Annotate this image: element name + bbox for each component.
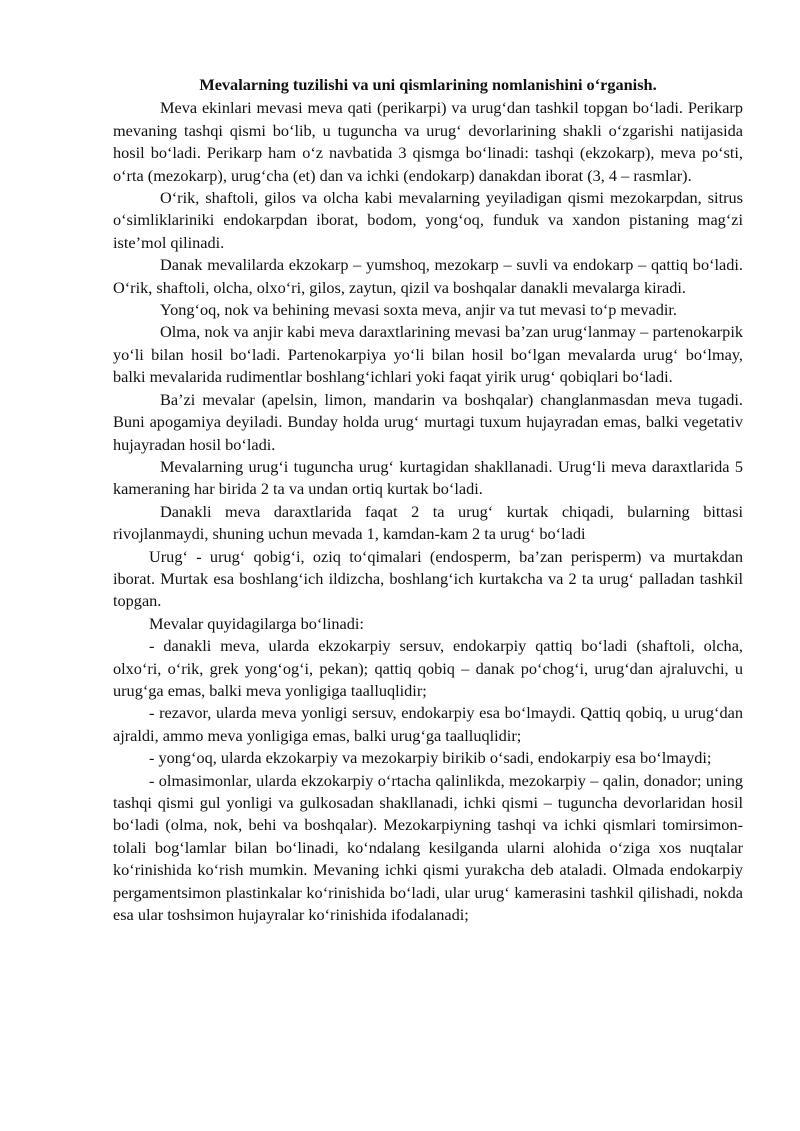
paragraph-stone-fruits: Danak mevalilarda ekzokarp – yumshoq, mezokarp – suvli va endokarp – qattiq boʻladi. Oʻrik, shaftoli, olcha, olxoʻri, gilos, zaytun, qizil va boshqalar danakli mevalarga kiradi. [113,255,743,297]
list-item-pome: - olmasimonlar, ularda ekzokarpiy oʻrtacha qalinlikda, mezokarpiy – qalin, donador; uning tashqi qismi gul yonligi va gulkosadan shakllanadi, ichki qismi – tuguncha devorlaridan hosil boʻladi (olma, nok, behi va boshqalar). Mezokarpiyning tashqi va ichki qismlari tomirsimon-tolali bogʻlamlar bilan boʻlinadi, koʻndalang kesilganda ularni alohida oʻziga xos nuqtalar koʻrinishida koʻrish mumkin. Mevaning ichki qismi yurakcha deb ataladi. Olmada endokarpiy pergamentsimon plastinkalar koʻrinishida boʻladi, ular urugʻ kamerasini tashkil qilishadi, nokda esa ular toshsimon hujayralar koʻrinishida ifodalanadi; [113,770,743,925]
paragraph-seed-formation: Mevalarning urugʻi tuguncha urugʻ kurtagidan shakllanadi. Urugʻli meva daraxtlarida 5 kameraning har birida 2 ta va undan ortiq kurtak boʻladi. [113,456,743,499]
paragraph-seed-structure: Urugʻ - urugʻ qobigʻi, oziq toʻqimalari (endosperm, baʼzan perisperm) va murtakdan iborat. Murtak esa boshlangʻich ildizcha, boshlangʻich kurtakcha va 2 ta urugʻ palladan tashkil topgan. [113,546,743,611]
list-item-drupe: - danakli meva, ularda ekzokarpiy sersuv, endokarpiy qattiq boʻladi (shaftoli, olcha, olxoʻri, oʻrik, grek yongʻogʻi, pekan); qattiq qobiq – danak poʻchogʻi, urugʻdan ajraluvchi, u urugʻga emas, balki meva yonligiga taalluqlidir; [113,636,743,700]
paragraph-false-fruit: Yongʻoq, nok va behining mevasi soxta meva, anjir va tut mevasi toʻp mevadir. [160,300,677,320]
paragraph-fruit-classification-intro: Mevalar quyidagilarga boʻlinadi: [149,613,364,633]
document-title: Mevalarning tuzilishi va uni qismlarining nomlanishini oʻrganish. [199,75,657,94]
list-item-berry: - rezavor, ularda meva yonligi sersuv, endokarpiy esa boʻlmaydi. Qattiq qobiq, u urugʻdan ajraldi, ammo meva yonligiga emas, balki urugʻga taalluqlidir; [113,703,743,745]
paragraph-pericarp: Meva ekinlari mevasi meva qati (perikarpi) va urugʻdan tashkil topgan boʻladi. Perikarp mevaning tashqi qismi boʻlib, u tuguncha va urugʻ devorlarining shakli oʻzgarishi natijasida hosil boʻladi. Perikarp ham oʻz navbatida 3 qismga boʻlinadi: tashqi (ekzokarp), meva poʻsti, oʻrta (mezokarp), urugʻcha (et) dan va ichki (endokarp) danakdan iborat (3, 4 – rasmlar). [113,98,743,185]
paragraph-stone-fruit-seeds: Danakli meva daraxtlarida faqat 2 ta urugʻ kurtak chiqadi, bularning bittasi rivojlanmaydi, shuning uchun mevada 1, kamdan-kam 2 ta urugʻ boʻladi [113,501,743,544]
list-item-nut: - yongʻoq, ularda ekzokarpiy va mezokarpiy birikib oʻsadi, endokarpiy esa boʻlmaydi; [149,748,712,768]
paragraph-parthenocarpy: Olma, nok va anjir kabi meva daraxtlarining mevasi baʼzan urugʻlanmay – partenokarpik yoʻli bilan hosil boʻladi. Partenokarpiya yoʻli bilan hosil boʻlgan mevalarda urugʻ boʻlmay, balki mevalarida rudimentlar boshlangʻichlari yoki faqat yirik urugʻ qobiqlari boʻladi. [113,322,743,387]
paragraph-apogamy: Baʼzi mevalar (apelsin, limon, mandarin va boshqalar) changlanmasdan meva tugadi. Buni apogamiya deyiladi. Bunday holda urugʻ murtagi tuxum hujayradan emas, balki vegetativ hujayradan hosil boʻladi. [113,389,743,454]
document-page [113,74,743,926]
paragraph-edible-parts: Oʻrik, shaftoli, gilos va olcha kabi mevalarning yeyiladigan qismi mezokarpdan, sitrus oʻsimliklariniki endokarpdan iborat, bodom, yongʻoq, funduk va xandon pistaning magʻzi isteʼmol qilinadi. [113,188,743,252]
